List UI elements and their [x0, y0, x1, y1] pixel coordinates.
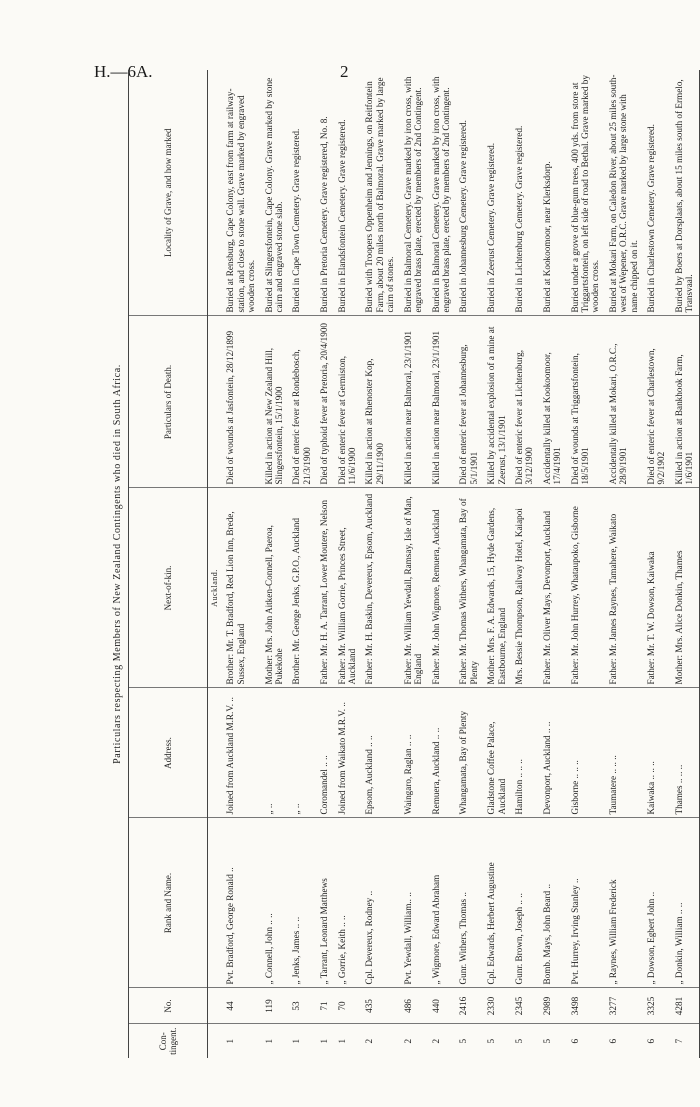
cell-contingent: 1	[263, 1038, 274, 1044]
cell-number: 2345	[511, 988, 539, 1024]
cell-next-of-kin: Father: Mr. H. A. Tarrant, Lower Moutere, Nelson	[316, 488, 333, 688]
table-row	[643, 70, 671, 1058]
cell-number: 435	[361, 988, 399, 1024]
cell-name: Gunr. Brown, Joseph .. ..	[511, 818, 539, 988]
cell-grave: Buried at Kookoomoor, near Klerksdorp.	[539, 70, 567, 316]
cell-death: Accidentally killed at Kookoomoor, 17/4/1901	[539, 316, 567, 488]
rotated-table-container	[108, 70, 695, 1058]
column-header-death: Particulars of Death.	[129, 316, 208, 488]
cell-number: 486	[400, 988, 428, 1024]
cell-grave: Buried in Johannesburg Cemetery. Grave registered.	[455, 70, 483, 316]
cell-address: „ ..	[288, 688, 316, 818]
cell-next-of-kin: Father: Mr. William Gorrie, Princes Street, Auckland	[334, 488, 362, 688]
cell-next-of-kin: Father: Mr. T. W. Dowson, Kaiwaka	[643, 488, 671, 688]
cell-address: Waingaro, Raglan .. ..	[400, 688, 428, 818]
column-header-name: Rank and Name.	[129, 818, 208, 988]
cell-grave: Buried in Pretoria Cemetery. Grave registered, No. 8.	[316, 70, 333, 316]
table-row	[261, 70, 289, 1058]
page-number: 2	[340, 62, 349, 81]
cell-contingent: 6	[607, 1038, 618, 1044]
cell-name: Cpl. Devereux, Rodney ..	[361, 818, 399, 988]
cell-next-of-kin: Mrs. Bessie Thompson, Railway Hotel, Kaiapoi	[511, 488, 539, 688]
cell-death: Died of enteric fever at Charlestown, 9/2/1902	[643, 316, 671, 488]
cell-name: „ Raynes, William Frederick	[605, 818, 643, 988]
cell-next-of-kin: Father: Mr. James Raynes, Tamahere, Waikato	[605, 488, 643, 688]
cell-address: Kaiwaka .. .. ..	[643, 688, 671, 818]
cell-contingent: 5	[486, 1038, 497, 1044]
cell-death: Killed in action near Balmoral, 23/1/1901	[400, 316, 428, 488]
cell-death: Died of enteric fever at Lichtenburg, 3/12/1900	[511, 316, 539, 488]
cell-number: 44	[222, 988, 260, 1024]
cell-next-of-kin: Mother: Mrs. Alice Donkin, Thames	[671, 488, 699, 688]
table-row	[539, 70, 567, 1058]
table-row	[288, 70, 316, 1058]
cell-grave: Buried at Rensburg, Cape Colony, east from farm at railway-station, and close to stone wall. Grave marked by engraved wooden cross.	[222, 70, 260, 316]
cell-number: 70	[334, 988, 362, 1024]
cell-contingent: 5	[541, 1038, 552, 1044]
table-row	[605, 70, 643, 1058]
cell-next-of-kin: Father: Mr. William Yewdall, Ramsay, Isle of Man, England	[400, 488, 428, 688]
cell-address: Joined from Waikato M.R.V. ..	[334, 688, 362, 818]
table-row	[567, 70, 605, 1058]
column-header-next-of-kin: Next-of-kin.	[129, 488, 208, 688]
cell-contingent: 5	[513, 1038, 524, 1044]
cell-name: Gunr. Withers, Thomas ..	[455, 818, 483, 988]
cell-next-of-kin: Mother: Mrs. F. A. Edwards, 15, Hyde Gardens, Eastbourne, England	[483, 488, 511, 688]
cell-contingent: 6	[569, 1038, 580, 1044]
cell-name: „ Jenks, James .. ..	[288, 818, 316, 988]
table-row	[455, 70, 483, 1058]
cell-grave: Buried in Balmoral Cemetery. Grave marked by iron cross, with engraved brass plate, erected by members of 2nd Contingent.	[428, 70, 456, 316]
casualty-table	[128, 70, 700, 1058]
section-row	[208, 70, 223, 1058]
cell-address: Whangamata, Bay of Plenty	[455, 688, 483, 818]
cell-name: Pvt. Yewdall, William.. ..	[400, 818, 428, 988]
document-reference: H.—6A.	[94, 62, 153, 81]
cell-grave: Buried by Boers at Dorsplaats, about 15 miles south of Ermelo, Transvaal.	[671, 70, 699, 316]
cell-death: Killed in action at Rhenoster Kop, 29/11/1900	[361, 316, 399, 488]
cell-next-of-kin: Mother: Mrs. John Aitken-Connell, Paeroa, Pukekohe	[261, 488, 289, 688]
cell-contingent: 1	[225, 1038, 236, 1044]
cell-number: 2989	[539, 988, 567, 1024]
section-label: Auckland.	[208, 488, 223, 688]
cell-grave: Buried with Troopers Oppenheim and Jennings, on Reitfontein Farm, about 20 miles north of Balmoral. Grave marked by large cairn of stones.	[361, 70, 399, 316]
cell-next-of-kin: Father: Mr. H. Baskin, Devereux, Epsom, Auckland	[361, 488, 399, 688]
table-header-row	[129, 70, 208, 1058]
cell-contingent: 6	[646, 1038, 656, 1044]
cell-address: Coromandel .. ..	[316, 688, 333, 818]
cell-grave: Buried in Zeerust Cemetery. Grave registered.	[483, 70, 511, 316]
cell-number: 3325	[643, 988, 671, 1024]
cell-address: Hamilton .. .. ..	[511, 688, 539, 818]
cell-death: Died of typhoid fever at Pretoria, 20/4/1900	[316, 316, 333, 488]
cell-death: Killed in action at Bankhook Farm, 1/6/1901	[671, 316, 699, 488]
cell-number: 53	[288, 988, 316, 1024]
cell-death: Killed by accidental explosion of a mine at Zeerust, 13/1/1901	[483, 316, 511, 488]
cell-next-of-kin: Father: Mr. John Wigmore, Remuera, Auckland	[428, 488, 456, 688]
cell-name: Pvt. Hurrey, Irving Stanley ..	[567, 818, 605, 988]
cell-grave: Buried at Mokari Farm, on Caledon River, about 25 miles south-west of Wepener, O.R.C. Grave marked by large stone with name chipped on it.	[605, 70, 643, 316]
column-header-no: No.	[129, 988, 208, 1024]
cell-number: 119	[261, 988, 289, 1024]
cell-grave: Buried in Balmoral Cemetery. Grave marked by iron cross, with engraved brass plate, erected by members of 2nd Contingent.	[400, 70, 428, 316]
cell-next-of-kin: Brother: Mr. George Jenks, G.P.O., Auckland	[288, 488, 316, 688]
cell-grave: Buried in Lichtenburg Cemetery. Grave registered.	[511, 70, 539, 316]
cell-contingent: 2	[430, 1038, 441, 1044]
cell-contingent: 1	[336, 1038, 347, 1044]
cell-number: 3498	[567, 988, 605, 1024]
cell-address: Joined from Auckland M.R.V. ..	[222, 688, 260, 818]
cell-number: 440	[428, 988, 456, 1024]
cell-number: 3277	[605, 988, 643, 1024]
table-row	[361, 70, 399, 1058]
cell-next-of-kin: Father: Mr. Oliver Mays, Devonport, Auckland	[539, 488, 567, 688]
cell-name: Cpl. Edwards, Herbert Augustine	[483, 818, 511, 988]
cell-name: „ Tarrant, Leonard Matthews	[316, 818, 333, 988]
cell-name: „ Gorrie, Keith .. ..	[334, 818, 362, 988]
cell-contingent: 1	[291, 1038, 302, 1044]
table-row	[222, 70, 260, 1058]
cell-contingent: 7	[671, 1024, 699, 1058]
cell-address: Devonport, Auckland .. ..	[539, 688, 567, 818]
cell-contingent: 2	[402, 1038, 413, 1044]
cell-death: Killed in action near Balmoral, 23/1/1901	[428, 316, 456, 488]
cell-next-of-kin: Father: Mr. John Hurrey, Whataupoko, Gisborne	[567, 488, 605, 688]
cell-name: Pvt. Bradford, George Ronald ..	[222, 818, 260, 988]
table-row	[428, 70, 456, 1058]
cell-death: Died of enteric fever at Johannesburg, 5/1/1901	[455, 316, 483, 488]
cell-address: Gisborne .. .. ..	[567, 688, 605, 818]
cell-grave: Buried at Slingersfontein, Cape Colony. Grave marked by stone cairn and engraved stone slab.	[261, 70, 289, 316]
cell-death: Died of wounds at Triggartsfontein, 18/5/1901	[567, 316, 605, 488]
cell-contingent: 1	[319, 1038, 330, 1044]
cell-address: Gladstone Coffee Palace, Auckland	[483, 688, 511, 818]
cell-number: 4281	[671, 988, 699, 1024]
cell-address: Taumatere .. .. ..	[605, 688, 643, 818]
cell-name: „ Donkin, William .. ..	[671, 818, 699, 988]
cell-name: „ Dowson, Egbert John ..	[643, 818, 671, 988]
cell-number: 2330	[483, 988, 511, 1024]
cell-death: Killed in action at New Zealand Hill, Slingersfontein, 15/1/1900	[261, 316, 289, 488]
cell-address: Epsom, Auckland .. ..	[361, 688, 399, 818]
column-header-grave: Locality of Grave, and how marked	[129, 70, 208, 316]
cell-number: 2416	[455, 988, 483, 1024]
cell-death: Died of wounds at Jasfontein, 28/12/1899	[222, 316, 260, 488]
table-row	[400, 70, 428, 1058]
cell-address: Thames .. .. ..	[671, 688, 699, 818]
cell-grave: Buried in Cape Town Cemetery. Grave registered.	[288, 70, 316, 316]
table-row	[671, 70, 699, 1058]
cell-next-of-kin: Father: Mr. Thomas Withers, Whangamata, Bay of Plenty	[455, 488, 483, 688]
cell-grave: Buried in Charlestown Cemetery. Grave registered.	[643, 70, 671, 316]
cell-death: Died of enteric fever at Germiston, 11/6/1900	[334, 316, 362, 488]
cell-contingent: 2	[364, 1038, 375, 1044]
table-row	[511, 70, 539, 1058]
cell-death: Accidentally killed at Mokari, O.R.C., 28/9/1901	[605, 316, 643, 488]
column-header-address: Address.	[129, 688, 208, 818]
table-row	[334, 70, 362, 1058]
table-row	[316, 70, 333, 1058]
cell-grave: Buried under a grove of blue-gum trees, 400 yds. from store at Triggartsfontein, on left side of road to Bethal. Grave marked by wooden cross.	[567, 70, 605, 316]
table-title: Particulars respecting Members of New Zealand Contingents who died in South Africa.	[112, 364, 123, 764]
cell-contingent: 5	[458, 1038, 469, 1044]
cell-name: „ Wigmore, Edward Abraham	[428, 818, 456, 988]
cell-number: 71	[316, 988, 333, 1024]
cell-name: „ Connell, John .. ..	[261, 818, 289, 988]
column-header-contingent: Con-tingent.	[129, 1024, 208, 1058]
table-row	[483, 70, 511, 1058]
cell-name: Bomb. Mays, John Beard ..	[539, 818, 567, 988]
cell-grave: Buried in Elandsfontein Cemetery. Grave registered.	[334, 70, 362, 316]
cell-death: Died of enteric fever at Rondebosch, 21/3/1900	[288, 316, 316, 488]
cell-address: „ ..	[261, 688, 289, 818]
cell-next-of-kin: Brother: Mr. T. Bradford, Red Lion Inn, Brede, Sussex, England	[222, 488, 260, 688]
cell-address: Remuera, Auckland .. ..	[428, 688, 456, 818]
